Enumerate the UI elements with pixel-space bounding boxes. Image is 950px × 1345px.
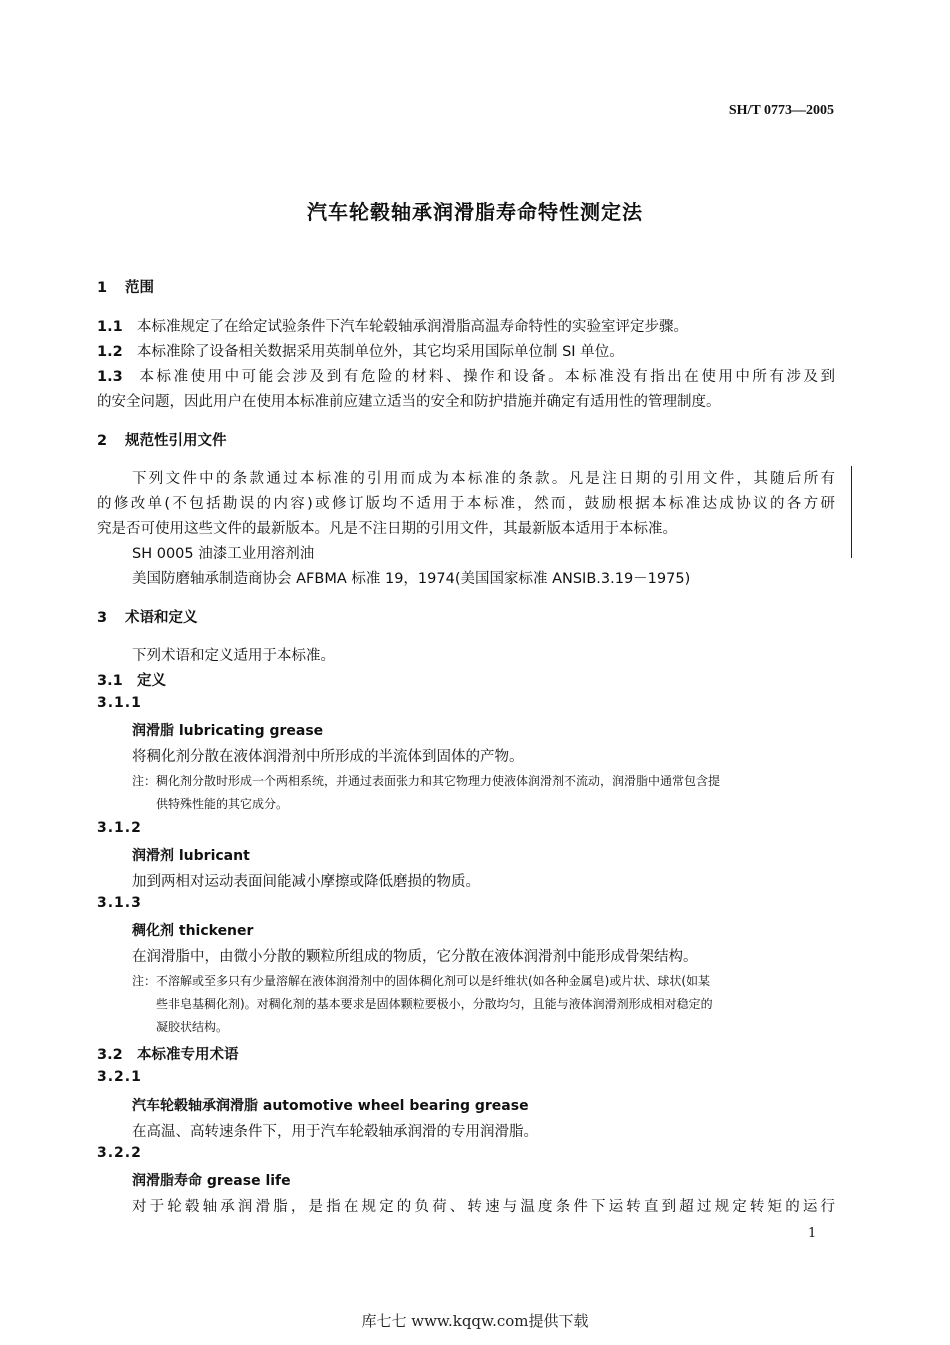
page-number: 1 [808, 1226, 817, 1241]
section-3-1-heading: 3.1 定义 [97, 673, 166, 689]
note-thickener-line1: 注：不溶解或至多只有少量溶解在液体润滑剂中的固体稠化剂可以是纤维状(如各种金属皂)或片状、球状(如某 [132, 974, 711, 988]
section-2-heading: 2 规范性引用文件 [97, 433, 227, 449]
section-2-para-line3: 究是否可使用这些文件的最新版本。凡是不注日期的引用文件，其最新版本适用于本标准。 [97, 521, 677, 537]
section-2-para-line1: 下列文件中的条款通过本标准的引用而成为本标准的条款。凡是注日期的引用文件，其随后所有 [132, 471, 835, 487]
reference-afbma: 美国防磨轴承制造商协会 AFBMA 标准 19，1974(美国国家标准 ANSIB.3.19－1975) [132, 571, 691, 587]
clause-1-3-line1: 1.3 本标准使用中可能会涉及到有危险的材料、操作和设备。本标准没有指出在使用中所有涉及到 [97, 369, 835, 385]
section-3-2-heading: 3.2 本标准专用术语 [97, 1047, 239, 1063]
note-lubricating-grease-line1: 注：稠化剂分散时形成一个两相系统，并通过表面张力和其它物理力使液体润滑剂不流动，润滑脂中通常包含提 [132, 774, 721, 788]
clause-1-3-line2: 的安全问题，因此用户在使用本标准前应建立适当的安全和防护措施并确定有适用性的管理制度。 [97, 394, 721, 410]
term-automotive-wheel-bearing-grease: 汽车轮毂轴承润滑脂 automotive wheel bearing grease [132, 1098, 529, 1114]
standard-code: SH/T 0773—2005 [728, 103, 834, 118]
clause-1-2: 1.2 本标准除了设备相关数据采用英制单位外，其它均采用国际单位制 SI 单位。 [97, 344, 624, 360]
note-thickener-line3: 凝胶状结构。 [156, 1020, 229, 1034]
clause-3-1-1-number: 3.1.1 [97, 695, 142, 711]
reference-sh0005: SH 0005 油漆工业用溶剂油 [132, 546, 315, 562]
change-bar [851, 466, 852, 558]
term-thickener: 稠化剂 thickener [132, 923, 254, 939]
definition-thickener: 在润滑脂中，由微小分散的颗粒所组成的物质，它分散在液体润滑剂中能形成骨架结构。 [132, 949, 698, 965]
term-lubricant: 润滑剂 lubricant [132, 848, 250, 864]
download-footer: 库七七 www.kqqw.com提供下载 [361, 1312, 589, 1330]
section-3-heading: 3 术语和定义 [97, 610, 198, 626]
clause-3-1-3-number: 3.1.3 [97, 895, 142, 911]
section-3-intro: 下列术语和定义适用于本标准。 [132, 648, 335, 664]
note-thickener-line2: 些非皂基稠化剂)。对稠化剂的基本要求是固体颗粒要极小，分散均匀，且能与液体润滑剂形成相对稳定的 [156, 997, 713, 1011]
term-lubricating-grease: 润滑脂 lubricating grease [132, 723, 324, 739]
clause-3-1-2-number: 3.1.2 [97, 820, 142, 836]
definition-lubricating-grease: 将稠化剂分散在液体润滑剂中所形成的半流体到固体的产物。 [132, 749, 524, 765]
document-title: 汽车轮毂轴承润滑脂寿命特性测定法 [307, 200, 643, 224]
clause-3-2-1-number: 3.2.1 [97, 1069, 142, 1085]
section-1-heading: 1 范围 [97, 280, 154, 296]
section-2-para-line2: 的修改单(不包括勘误的内容)或修订版均不适用于本标准，然而，鼓励根据本标准达成协议的各方研 [97, 496, 835, 512]
clause-3-2-2-number: 3.2.2 [97, 1145, 142, 1161]
term-grease-life: 润滑脂寿命 grease life [132, 1173, 291, 1189]
definition-automotive-wheel-bearing-grease: 在高温、高转速条件下，用于汽车轮毂轴承润滑的专用润滑脂。 [132, 1124, 538, 1140]
clause-1-1: 1.1 本标准规定了在给定试验条件下汽车轮毂轴承润滑脂高温寿命特性的实验室评定步骤。 [97, 319, 688, 335]
definition-grease-life: 对于轮毂轴承润滑脂，是指在规定的负荷、转速与温度条件下运转直到超过规定转矩的运行 [132, 1199, 835, 1215]
definition-lubricant: 加到两相对运动表面间能减小摩擦或降低磨损的物质。 [132, 874, 480, 890]
note-lubricating-grease-line2: 供特殊性能的其它成分。 [156, 797, 289, 811]
